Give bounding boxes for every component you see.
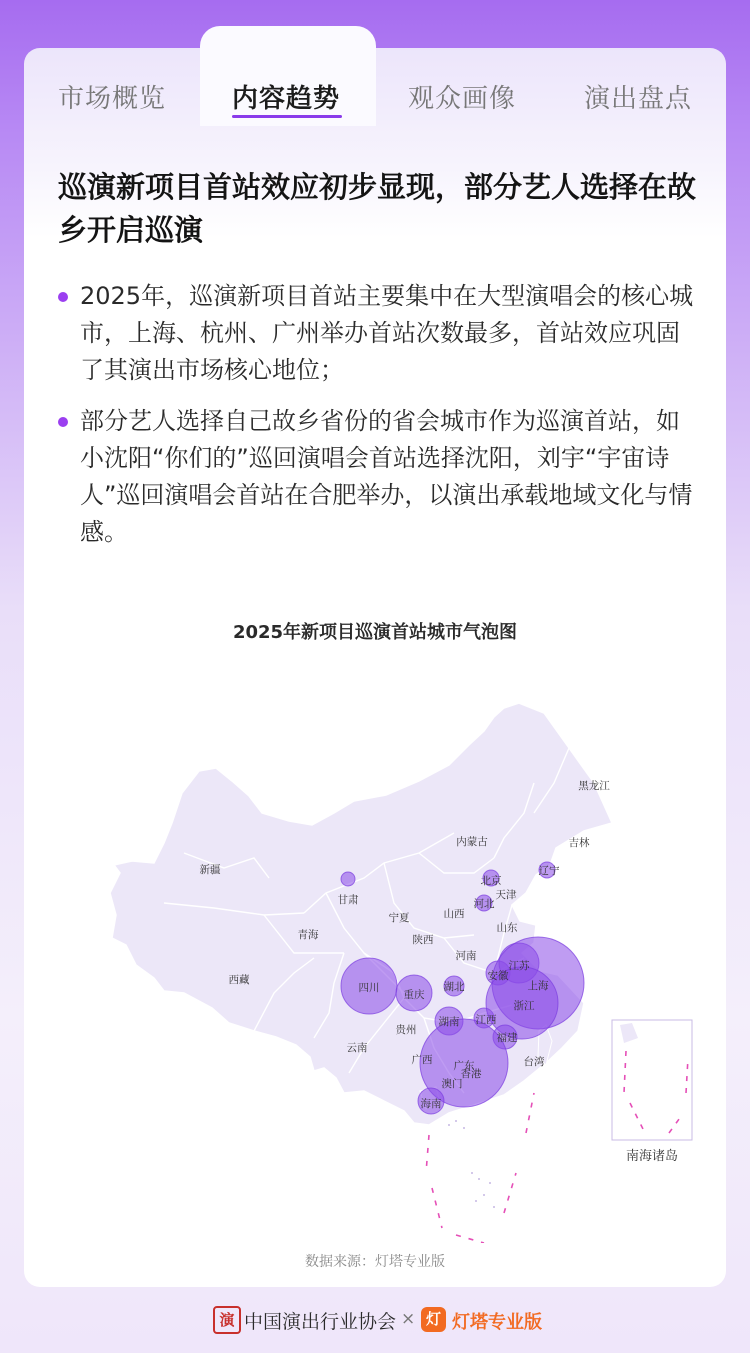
- label-neimenggu: 内蒙古: [456, 836, 488, 848]
- brand-name: 灯塔专业版: [452, 1312, 542, 1333]
- active-tab-indicator: [232, 115, 342, 118]
- label-heilongjiang: 黑龙江: [578, 780, 610, 792]
- label-gansu: 甘肃: [337, 894, 359, 906]
- tab-show-review[interactable]: 演出盘点: [584, 84, 693, 114]
- bullet-dot-icon: [58, 417, 68, 427]
- label-guangdong: 广东: [453, 1060, 475, 1072]
- label-jilin: 吉林: [568, 837, 590, 849]
- tab-audience-profile[interactable]: 观众画像: [408, 84, 517, 114]
- bullet-text: 部分艺人选择自己故乡省份的省会城市作为巡演首站，如小沈阳“你们的”巡回演唱会首站选择沈阳，刘宇“宇宙诗人”巡回演唱会首站在合肥举办，以演出承载地域文化与情感。: [80, 407, 693, 546]
- content-card: [24, 48, 726, 1287]
- bullet-item: [58, 278, 698, 389]
- label-zhejiang: 浙江: [513, 1000, 535, 1012]
- label-beijing: 北京: [480, 875, 502, 887]
- label-qinghai: 青海: [297, 929, 319, 941]
- label-jiangxi: 江西: [475, 1014, 497, 1026]
- association-name: 中国演出行业协会: [244, 1311, 397, 1333]
- south-china-sea-inset: [612, 1020, 692, 1164]
- section-headline: 巡演新项目首站效应初步显现，部分艺人选择在故乡开启巡演: [58, 170, 697, 247]
- label-jiangsu: 江苏: [508, 960, 530, 972]
- data-source: 数据来源：灯塔专业版: [305, 1254, 445, 1270]
- separator: ×: [401, 1309, 416, 1329]
- association-logo-icon: 演: [213, 1306, 241, 1334]
- tab-market-overview[interactable]: 市场概览: [58, 84, 167, 114]
- inset-label: 南海诸岛: [625, 1149, 679, 1164]
- label-sichuan: 四川: [358, 982, 380, 994]
- label-shanghai: 上海: [527, 980, 549, 992]
- label-hainan: 海南: [420, 1098, 442, 1110]
- bullet-text: 2025年，巡演新项目首站主要集中在大型演唱会的核心城市，上海、杭州、广州举办首站次数最多，首站效应巩固了其演出市场核心地位；: [80, 282, 694, 384]
- label-taiwan: 台湾: [523, 1056, 545, 1068]
- map-title: 2025年新项目巡演首站城市气泡图: [232, 622, 518, 643]
- label-hunan: 湖南: [438, 1016, 460, 1028]
- bullet-item: [58, 403, 698, 551]
- footer-logos: [0, 1303, 750, 1339]
- label-hongkong: 香港: [460, 1068, 482, 1080]
- label-guangxi: 广西: [411, 1054, 433, 1066]
- label-xizang: 西藏: [228, 974, 250, 986]
- label-hubei: 湖北: [443, 981, 465, 993]
- bullet-dot-icon: [58, 292, 68, 302]
- label-liaoning: 辽宁: [538, 865, 560, 877]
- label-hebei: 河北: [473, 898, 495, 910]
- label-shanxi: 山西: [443, 908, 465, 920]
- south-sea-islands: [448, 1120, 495, 1208]
- label-fujian: 福建: [496, 1032, 518, 1044]
- bullet-list: [58, 278, 698, 565]
- tab-content-trends[interactable]: 内容趋势: [232, 84, 341, 114]
- label-macau: 澳门: [441, 1078, 463, 1090]
- tab-bar: [24, 48, 726, 138]
- label-anhui: 安徽: [487, 970, 509, 982]
- dengta-logo-icon: 灯: [421, 1307, 446, 1332]
- label-tianjin: 天津: [495, 889, 517, 901]
- bubble-lanzhou[interactable]: [341, 872, 355, 886]
- label-ningxia: 宁夏: [388, 912, 410, 924]
- label-shandong: 山东: [496, 922, 518, 934]
- label-guizhou: 贵州: [395, 1024, 417, 1036]
- label-yunnan: 云南: [346, 1042, 368, 1054]
- label-chongqing: 重庆: [403, 989, 425, 1001]
- map-svg: [64, 653, 704, 1243]
- china-bubble-map: [64, 653, 704, 1243]
- label-shaanxi: 陕西: [412, 934, 434, 946]
- label-xinjiang: 新疆: [199, 864, 221, 876]
- label-henan: 河南: [455, 950, 477, 962]
